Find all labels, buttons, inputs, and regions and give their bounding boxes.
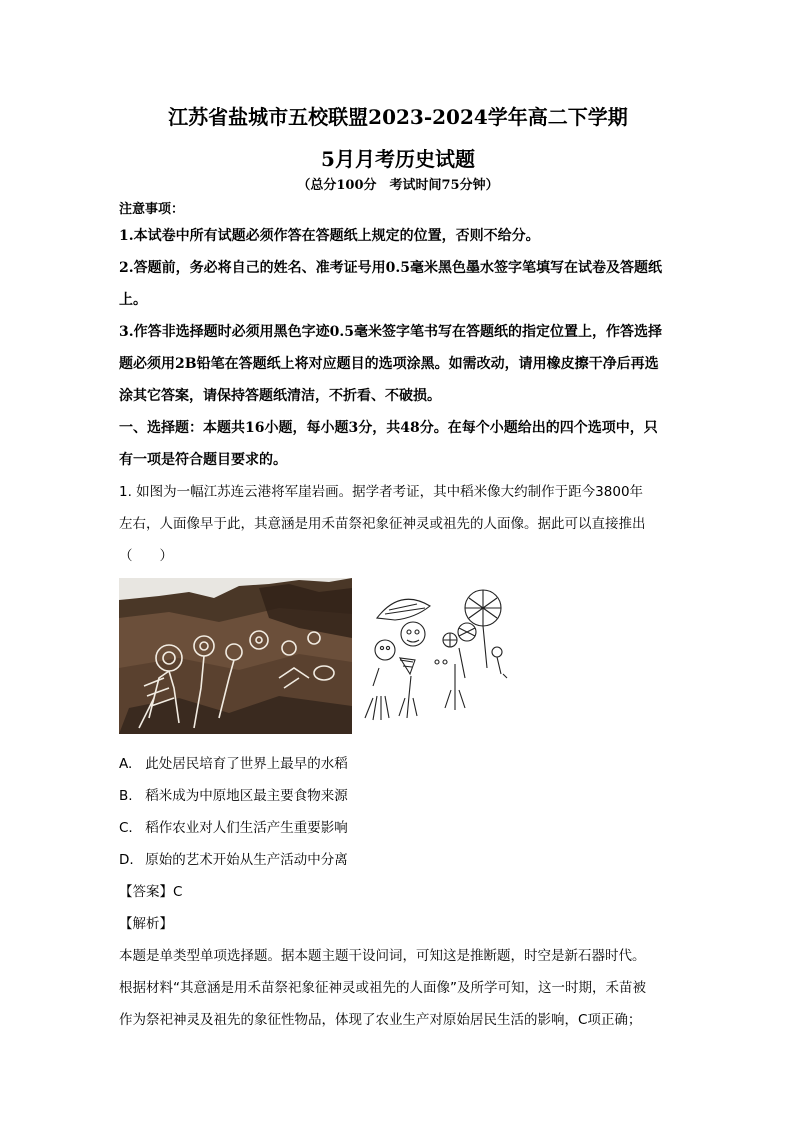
exam-title-line1: 江苏省盐城市五校联盟2023-2024学年高二下学期 [168, 105, 628, 129]
option-d-label: D. [119, 852, 134, 868]
question1-stem-line3: （ ） [119, 548, 173, 564]
question1-stem-line2: 左右，人面像早于此，其意涵是用禾苗祭祀象征神灵或祖先的人面像。据此可以直接推出 [119, 516, 646, 532]
option-a-text: 此处居民培育了世界上最早的水稻 [145, 756, 348, 772]
option-d [119, 844, 677, 876]
answer-line: 【答案】C [119, 884, 183, 900]
option-a [119, 748, 677, 780]
option-b-text: 稻米成为中原地区最主要食物来源 [145, 788, 348, 804]
question1-figures [119, 578, 677, 740]
option-c [119, 812, 677, 844]
analysis-line3: 作为祭祀神灵及祖先的象征性物品，体现了农业生产对原始居民生活的影响，C项正确； [119, 1012, 642, 1028]
exam-subtitle: （总分100分 考试时间75分钟） [297, 178, 499, 193]
notice-item-2-line2: 上。 [119, 292, 147, 308]
rock-carving-photo [119, 578, 352, 734]
analysis-line2: 根据材料“其意涵是用禾苗祭祀象征神灵或祖先的人面像”及所学可知，这一时期，禾苗被 [119, 980, 646, 996]
notice-item-3-line2: 题必须用2B铅笔在答题纸上将对应题目的选项涂黑。如需改动，请用橡皮擦干净后再选 [119, 356, 659, 372]
rock-carving-sketch [355, 578, 515, 738]
option-c-text: 稻作农业对人们生活产生重要影响 [145, 820, 348, 836]
notice-item-3-line1: 3.作答非选择题时必须用黑色字迹0.5毫米签字笔书写在答题纸的指定位置上，作答选择 [119, 324, 662, 340]
notice-item-2-line1: 2.答题前，务必将自己的姓名、准考证号用0.5毫米黑色墨水签字笔填写在试卷及答题纸 [119, 260, 662, 276]
option-a-label: A. [119, 756, 133, 772]
section-intro-line2: 有一项是符合题目要求的。 [119, 452, 287, 468]
notice-heading: 注意事项： [119, 202, 185, 217]
exam-title-line2: 5月月考历史试题 [321, 147, 475, 171]
exam-page [119, 100, 677, 1036]
option-b [119, 780, 677, 812]
option-c-label: C. [119, 820, 133, 836]
analysis-heading: 【解析】 [119, 916, 173, 932]
question1-stem-line1: 1. 如图为一幅江苏连云港将军崖岩画。据学者考证，其中稻米像大约制作于距今3800年 [119, 484, 644, 500]
notice-item-3-line3: 涂其它答案，请保持答题纸清洁，不折看、不破损。 [119, 388, 441, 404]
notice-item-1: 1.本试卷中所有试题必须作答在答题纸上规定的位置，否则不给分。 [119, 228, 540, 244]
option-b-label: B. [119, 788, 133, 804]
analysis-line1: 本题是单类型单项选择题。据本题主题干设问词，可知这是推断题，时空是新石器时代。 [119, 948, 646, 964]
section-intro-line1: 一、选择题：本题共16小题，每小题3分，共48分。在每个小题给出的四个选项中，只 [119, 420, 658, 436]
option-d-text: 原始的艺术开始从生产活动中分离 [145, 852, 348, 868]
